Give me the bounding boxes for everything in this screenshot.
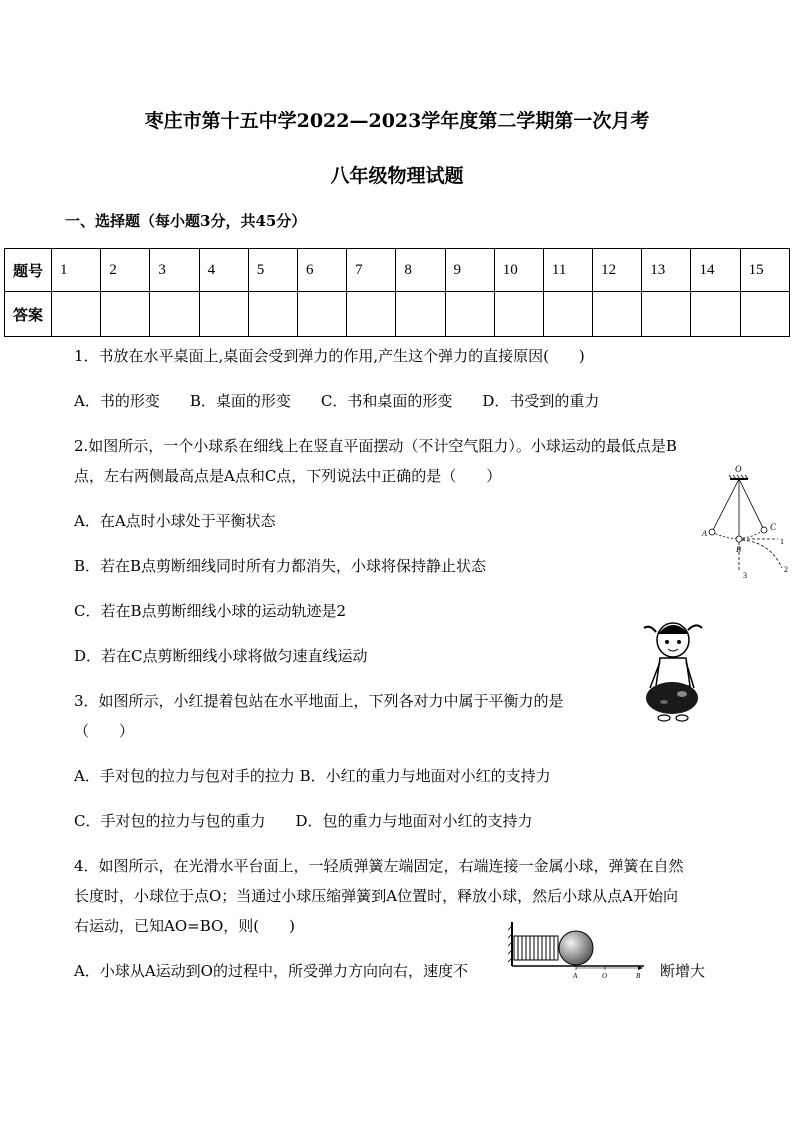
label-b: B bbox=[736, 545, 741, 554]
answer-cell[interactable] bbox=[593, 292, 642, 337]
exam-subtitle: 八年级物理试题 bbox=[330, 165, 464, 187]
table-cell-number: 2 bbox=[101, 249, 150, 292]
answer-cell[interactable] bbox=[445, 292, 494, 337]
q2-option-a: A．在A点时小球处于平衡状态 bbox=[74, 512, 276, 530]
label-o: O bbox=[735, 464, 742, 474]
table-cell-number: 13 bbox=[642, 249, 691, 292]
q3-stem-line2: （ ） bbox=[74, 722, 135, 740]
q3-options-cd: C．手对包的拉力与包的重力 D．包的重力与地面对小红的支持力 bbox=[74, 812, 533, 830]
q4-option-a-part2: 断增大 bbox=[660, 962, 706, 980]
answer-cell[interactable] bbox=[101, 292, 150, 337]
q3-options-ab: A．手对包的拉力与包对手的拉力 B．小红的重力与地面对小红的支持力 bbox=[74, 767, 551, 785]
table-cell-number: 11 bbox=[543, 249, 592, 292]
label-o: O bbox=[602, 972, 608, 980]
q2-option-d: D．若在C点剪断细线小球将做匀速直线运动 bbox=[74, 647, 368, 665]
table-cell-number: 4 bbox=[199, 249, 248, 292]
answer-cell[interactable] bbox=[740, 292, 789, 337]
section-heading: 一、选择题（每小题3分，共45分） bbox=[65, 212, 307, 230]
ball-b bbox=[736, 536, 742, 542]
q4-stem-line3: 右运动，已知AO=BO，则( ) bbox=[74, 917, 296, 935]
table-cell-number: 7 bbox=[347, 249, 396, 292]
q2-option-c: C．若在B点剪断细线小球的运动轨迹是2 bbox=[74, 602, 347, 620]
row-label-number: 题号 bbox=[5, 249, 52, 292]
label-b: B bbox=[636, 972, 641, 980]
exam-title: 枣庄市第十五中学2022—2023学年度第二学期第一次月考 bbox=[144, 110, 650, 132]
table-cell-number: 9 bbox=[445, 249, 494, 292]
table-row-answers bbox=[5, 292, 790, 337]
table-cell-number: 3 bbox=[150, 249, 199, 292]
answer-cell[interactable] bbox=[691, 292, 740, 337]
ball-a bbox=[709, 529, 715, 535]
pendulum-figure bbox=[698, 462, 794, 582]
answer-cell[interactable] bbox=[494, 292, 543, 337]
table-cell-number: 1 bbox=[52, 249, 101, 292]
table-cell-number: 8 bbox=[396, 249, 445, 292]
q2-option-b: B．若在B点剪断细线同时所有力都消失，小球将保持静止状态 bbox=[74, 557, 487, 575]
answer-cell[interactable] bbox=[199, 292, 248, 337]
q4-stem-line1: 4．如图所示，在光滑水平台面上，一轻质弹簧左端固定，右端连接一金属小球，弹簧在自然 bbox=[74, 857, 684, 875]
metal-ball bbox=[559, 931, 593, 965]
ball-c bbox=[761, 527, 767, 533]
answer-cell[interactable] bbox=[150, 292, 199, 337]
girl-with-bag-figure bbox=[636, 614, 708, 724]
q1-options: A．书的形变 B．桌面的形变 C．书和桌面的形变 D．书受到的重力 bbox=[74, 392, 600, 410]
label-path-3: 3 bbox=[743, 571, 747, 580]
table-cell-number: 6 bbox=[297, 249, 346, 292]
spring-ball-figure bbox=[506, 918, 654, 980]
answer-cell[interactable] bbox=[543, 292, 592, 337]
table-cell-number: 5 bbox=[248, 249, 297, 292]
answer-table bbox=[4, 248, 790, 337]
q2-stem-line2: 点，左右两侧最高点是A点和C点，下列说法中正确的是（ ） bbox=[74, 467, 502, 485]
row-label-answer: 答案 bbox=[5, 292, 52, 337]
answer-cell[interactable] bbox=[52, 292, 101, 337]
table-cell-number: 12 bbox=[593, 249, 642, 292]
answer-cell[interactable] bbox=[642, 292, 691, 337]
q4-stem-line2: 长度时，小球位于点O；当通过小球压缩弹簧到A位置时，释放小球，然后小球从点A开始向 bbox=[74, 887, 678, 905]
answer-cell[interactable] bbox=[347, 292, 396, 337]
table-cell-number: 15 bbox=[740, 249, 789, 292]
table-cell-number: 10 bbox=[494, 249, 543, 292]
label-c: C bbox=[770, 522, 777, 532]
q1-stem: 1．书放在水平桌面上,桌面会受到弹力的作用,产生这个弹力的直接原因( ) bbox=[74, 347, 585, 365]
table-cell-number: 14 bbox=[691, 249, 740, 292]
answer-cell[interactable] bbox=[248, 292, 297, 337]
label-path-1: 1 bbox=[780, 537, 784, 546]
answer-cell[interactable] bbox=[396, 292, 445, 337]
q4-option-a-part1: A．小球从A运动到O的过程中，所受弹力方向向右，速度不 bbox=[74, 962, 468, 980]
answer-cell[interactable] bbox=[297, 292, 346, 337]
table-row-numbers bbox=[5, 249, 790, 292]
q3-stem-line1: 3．如图所示，小红提着包站在水平地面上，下列各对力中属于平衡力的是 bbox=[74, 692, 564, 710]
label-a: A bbox=[702, 529, 707, 538]
label-path-2: 2 bbox=[784, 565, 788, 574]
q2-stem-line1: 2.如图所示，一个小球系在细线上在竖直平面摆动（不计空气阻力）。小球运动的最低点是B bbox=[74, 437, 677, 455]
label-a: A bbox=[573, 972, 578, 980]
